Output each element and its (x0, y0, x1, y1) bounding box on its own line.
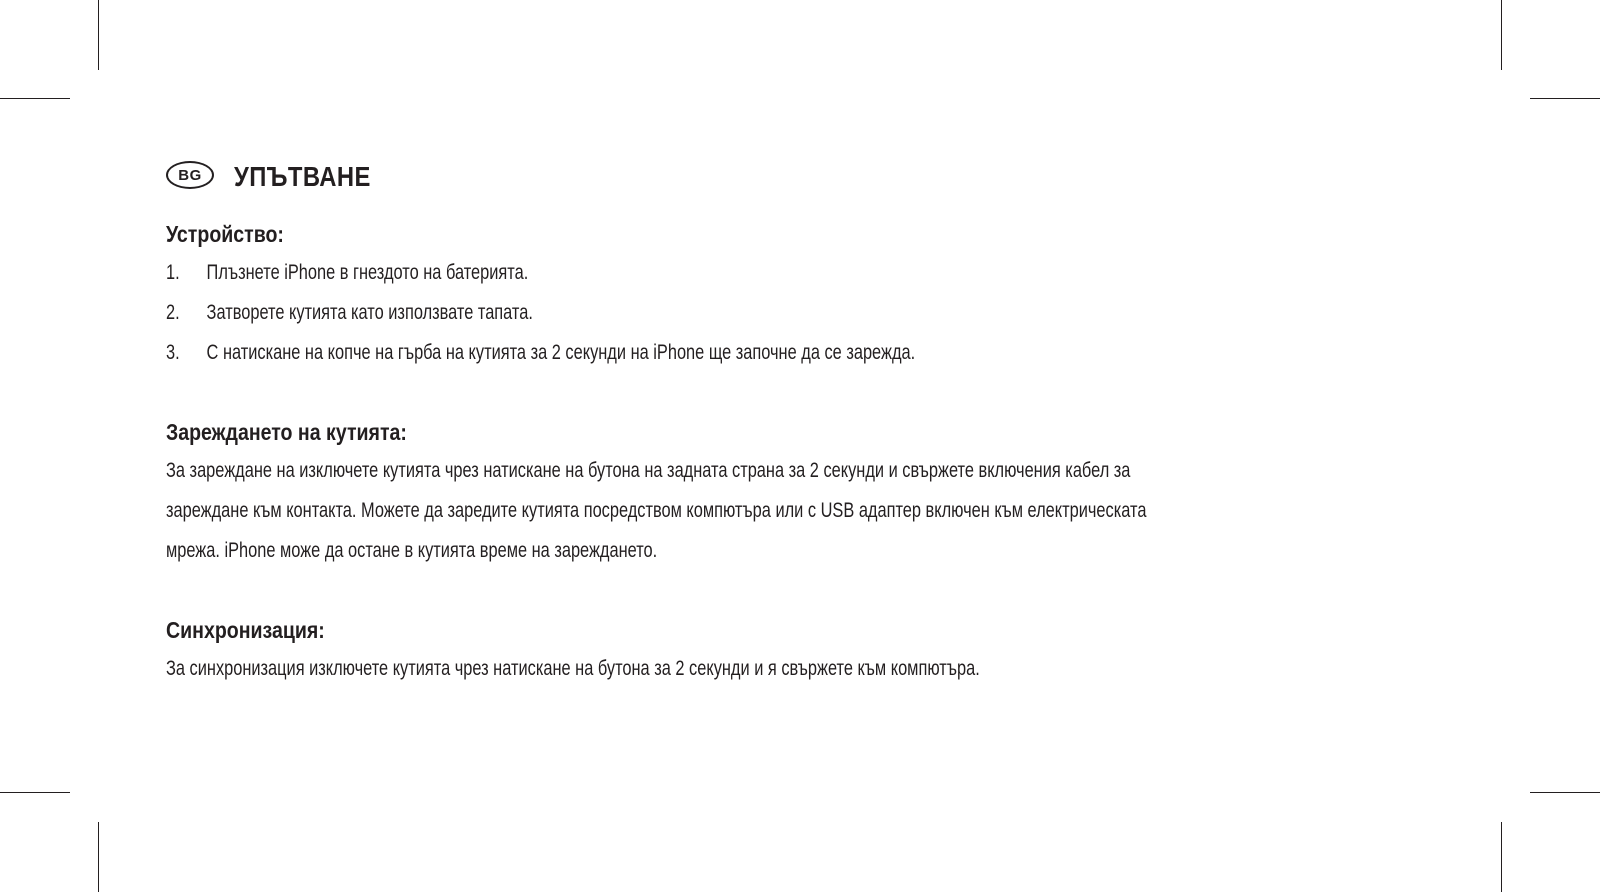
paragraph (166, 451, 1466, 571)
section-sync (166, 611, 1466, 689)
paragraph-line: За зареждане на изключете кутията чрез натискане на бутона на задната страна за 2 секунди и свържете включения кабел за (166, 459, 1131, 482)
paragraph-line: зареждане към контакта. Можете да заредите кутията посредством компютъра или с USB адаптер включен към електрическата (166, 499, 1147, 522)
crop-mark-top-right-vertical (1501, 0, 1502, 70)
section-heading: Зареждането на кутията: (166, 419, 407, 445)
crop-mark-bottom-left-horizontal (0, 792, 70, 793)
crop-mark-top-left-vertical (98, 0, 99, 70)
step-text: Затворете кутията като използвате тапата. (206, 301, 533, 324)
paragraph-line: За синхронизация изключете кутията чрез натискане на бутона за 2 секунди и я свържете към компютъра. (166, 657, 980, 680)
language-badge: BG (166, 161, 214, 189)
step-number: 3. (166, 341, 180, 364)
crop-mark-top-right-horizontal (1530, 98, 1600, 99)
step-text: С натискане на копче на гърба на кутията за 2 секунди на iPhone ще започне да се зарежда. (206, 341, 916, 364)
section-heading: Устройство: (166, 221, 284, 247)
crop-mark-bottom-left-vertical (98, 822, 99, 892)
page-title: УПЪТВАНЕ (234, 161, 371, 192)
section-device (166, 215, 1466, 373)
section-charging (166, 413, 1466, 571)
step-text: Плъзнете iPhone в гнездото на батерията. (206, 261, 529, 284)
paragraph-line: мрежа. iPhone може да остане в кутията време на зареждането. (166, 539, 658, 562)
list-item (166, 333, 1180, 373)
step-number: 2. (166, 301, 180, 324)
list-item (166, 293, 1180, 333)
crop-mark-bottom-right-horizontal (1530, 792, 1600, 793)
instructions-content (166, 157, 1466, 729)
step-number: 1. (166, 261, 180, 284)
title-row (166, 157, 1466, 197)
section-heading: Синхронизация: (166, 617, 325, 643)
list-item (166, 253, 1180, 293)
steps-list (166, 253, 1466, 373)
crop-mark-bottom-right-vertical (1501, 822, 1502, 892)
paragraph (166, 649, 1466, 689)
crop-mark-top-left-horizontal (0, 98, 70, 99)
